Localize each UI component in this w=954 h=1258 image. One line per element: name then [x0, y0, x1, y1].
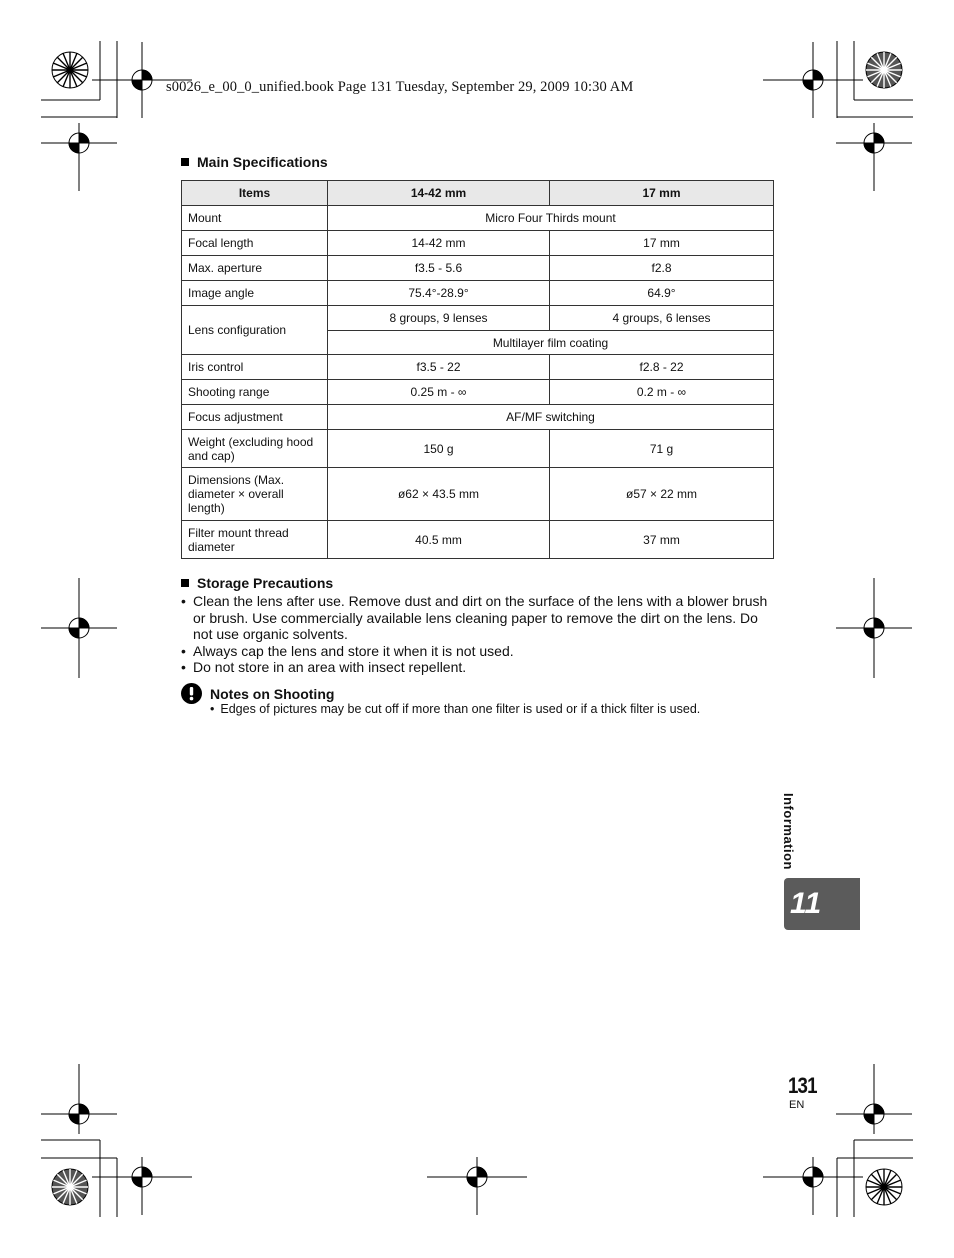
column-header: 14-42 mm: [328, 181, 550, 206]
notes-list: [210, 702, 700, 716]
page-number: 131: [788, 1073, 817, 1098]
caution-icon: [181, 683, 202, 704]
table-row: Shooting range 0.25 m - ∞ 0.2 m - ∞: [182, 380, 774, 405]
table-row: Multilayer film coating: [182, 331, 774, 355]
table-row: Focus adjustment AF/MF switching: [182, 405, 774, 430]
table-row: Mount Micro Four Thirds mount: [182, 206, 774, 231]
notes-heading: Notes on Shooting: [181, 683, 334, 704]
table-row: Dimensions (Max. diameter × overall length) ø62 × 43.5 mm ø57 × 22 mm: [182, 468, 774, 521]
main-specs-table: [181, 180, 774, 559]
list-item: • Do not store in an area with insect repellent.: [181, 659, 467, 675]
square-bullet-icon: [181, 579, 189, 587]
table-row: Iris control f3.5 - 22 f2.8 - 22: [182, 355, 774, 380]
column-header: 17 mm: [550, 181, 774, 206]
storage-heading: Storage Precautions: [181, 575, 333, 591]
storage-list: [181, 593, 781, 676]
printer-slug-line: s0026_e_00_0_unified.book Page 131 Tuesday, September 29, 2009 10:30 AM: [166, 79, 634, 95]
table-row: Weight (excluding hood and cap) 150 g 71 g: [182, 430, 774, 468]
main-specs-heading: Main Specifications: [181, 154, 328, 170]
column-header: Items: [182, 181, 328, 206]
table-header-row: [182, 181, 774, 206]
chapter-tab: 11: [784, 878, 860, 930]
table-row: Focal length 14-42 mm 17 mm: [182, 231, 774, 256]
list-item: • Edges of pictures may be cut off if more than one filter is used or if a thick filter is used.: [210, 702, 701, 716]
table-row: Max. aperture f3.5 - 5.6 f2.8: [182, 256, 774, 281]
table-row: Image angle 75.4°-28.9° 64.9°: [182, 281, 774, 306]
list-item: • Clean the lens after use. Remove dust and dirt on the surface of the lens with a blower brush or brush. Use commercially available lens cleaning paper to remove the dirt on the lens. Do not use organic solvents.: [181, 593, 768, 642]
list-item: • Always cap the lens and store it when it is not used.: [181, 642, 514, 659]
language-code: EN: [789, 1099, 805, 1111]
table-row: Filter mount thread diameter 40.5 mm 37 mm: [182, 521, 774, 559]
section-side-label: Information: [781, 793, 796, 870]
square-bullet-icon: [181, 158, 189, 166]
table-row: Lens configuration 8 groups, 9 lenses 4 groups, 6 lenses: [182, 306, 774, 331]
